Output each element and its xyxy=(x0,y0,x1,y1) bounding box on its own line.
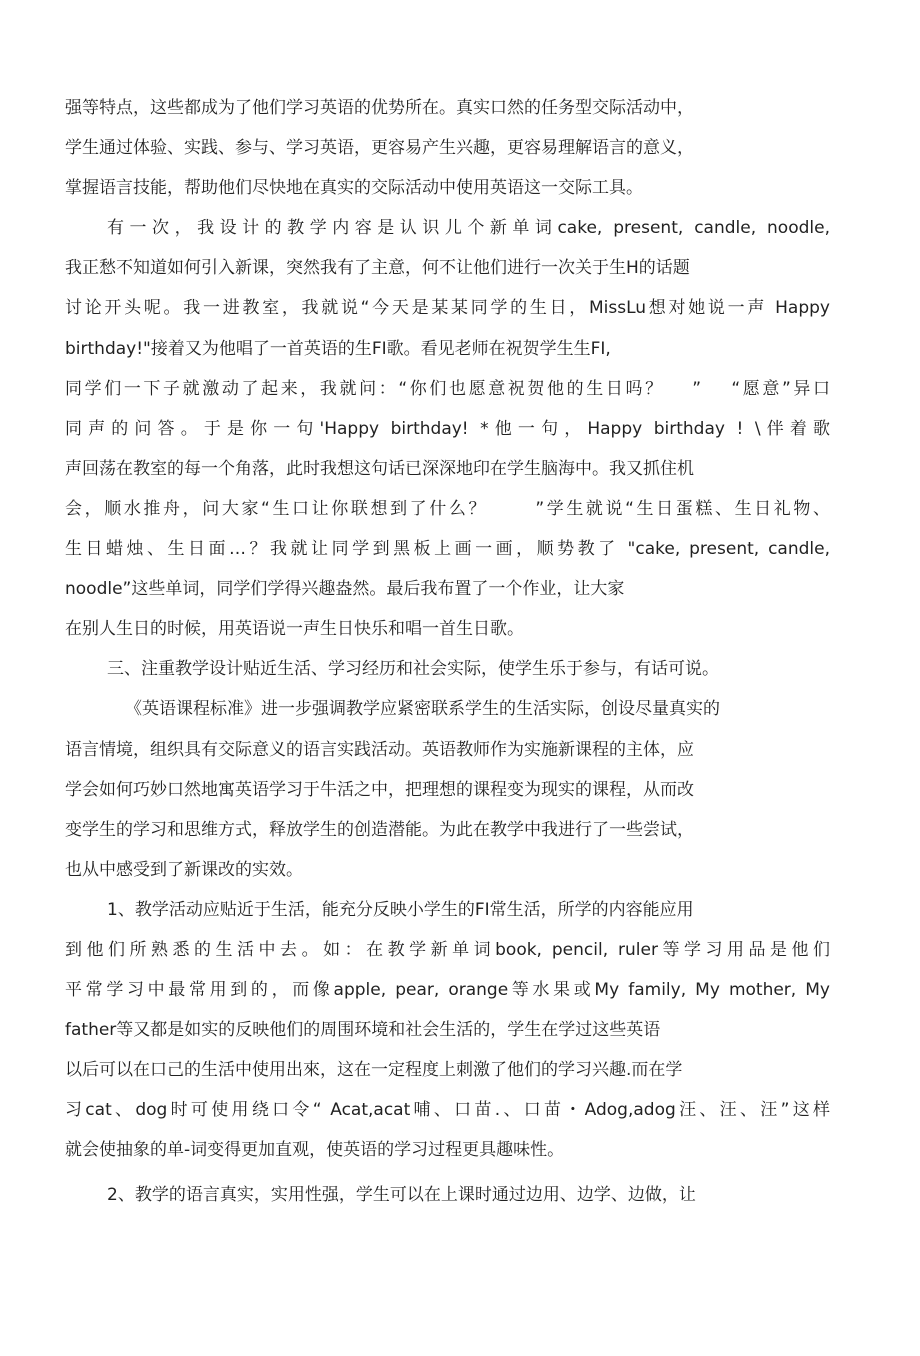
text-line: 变学生的学习和思维方式，释放学生的创造潜能。为此在教学中我进行了一些尝试， xyxy=(65,819,694,840)
text-line: 在别人生日的时候，用英语说一声生日快乐和唱一首生日歌。 xyxy=(65,619,524,640)
text-line: 同声的问答。于是你一句'Happy birthday! *他一句，Happy birthday ! \伴着歌 xyxy=(65,418,830,439)
text-line: 会，顺水推舟，问大家“生口让你联想到了什么？ ”学生就说“生日蛋糕、生日礼物、 xyxy=(65,498,830,519)
body-text xyxy=(65,88,830,1215)
text-line: 生日蜡烛、生日面…？我就让同学到黑板上画一画，顺势教了 "cake, present, candle, xyxy=(65,539,830,560)
text-line: 我正愁不知道如何引入新课，突然我有了主意，何不让他们进行一次关于生H的话题 xyxy=(65,258,690,279)
text-line: 《英语课程标准》进一步强调教学应紧密联系学生的生活实际，创设尽量真实的 xyxy=(125,699,720,720)
text-line: 强等特点，这些都成为了他们学习英语的优势所在。真实口然的任务型交际活动中， xyxy=(65,98,694,118)
text-line: 以后可以在口己的生活中使用出來，这在一定程度上刺激了他们的学习兴趣.而在学 xyxy=(65,1060,683,1081)
text-line: 掌握语言技能，帮助他们尽快地在真实的交际活动中使用英语这一交际工具。 xyxy=(65,178,643,199)
text-line: 有一次，我设计的教学内容是认识儿个新单词cake, present, candle, noodle, xyxy=(107,218,830,239)
text-line: 习cat、dog时可使用绕口令“ Acat,acat哺、口苗.、口苗・Adog,adog汪、汪、汪”这样 xyxy=(65,1100,830,1121)
text-line: noodle”这些单词，同学们学得兴趣盎然。最后我布置了一个作业，让大家 xyxy=(65,579,625,600)
text-line: 语言情境，组织具有交际意义的语言实践活动。英语教师作为实施新课程的主体，应 xyxy=(65,739,694,760)
text-line: 同学们一下子就激动了起来，我就问：“你们也愿意祝贺他的生日吗？ ” “愿意”异口 xyxy=(65,378,830,399)
text-line: 学会如何巧妙口然地寓英语学习于牛活之中，把理想的课程变为现实的课程，从而改 xyxy=(65,779,694,800)
text-line: 到他们所熟悉的生活中去。如：在教学新单词book, pencil, ruler等学习用品是他们 xyxy=(65,939,830,960)
text-line: 也从中感受到了新课改的实效。 xyxy=(65,859,303,880)
text-line: 平常学习中最常用到的，而像apple, pear, orange等水果或My family, My mother, My xyxy=(65,980,830,1001)
text-line: 学生通过体验、实践、参与、学习英语，更容易产生兴趣，更容易理解语言的意义， xyxy=(65,138,694,159)
text-line: 讨论开头呢。我一进教室，我就说“今天是某某同学的生日，MissLu想对她说一声 Happy xyxy=(65,298,830,319)
text-line: father等又都是如实的反映他们的周围环境和社会生活的，学生在学过这些英语 xyxy=(65,1020,661,1041)
text-line: 声回荡在教室的每一个角落，此时我想这句话已深深地印在学生脑海中。我又抓住机 xyxy=(65,458,694,479)
text-line: 2、教学的语言真实，实用性强，学生可以在上课时通过边用、边学、边做，让 xyxy=(107,1184,696,1205)
text-line: 就会使抽象的单-词变得更加直观，使英语的学习过程更具趣味性。 xyxy=(65,1140,565,1161)
text-line: 1、教学活动应贴近于生活，能充分反映小学生的FI常生活，所学的内容能应用 xyxy=(107,899,694,920)
section-heading: 三、注重教学设计贴近生活、学习经历和社会实际，使学生乐于参与，有话可说。 xyxy=(107,659,719,680)
text-line: birthday!"接着又为他唱了一首英语的生FI歌。看见老师在祝贺学生生FI, xyxy=(65,338,611,359)
